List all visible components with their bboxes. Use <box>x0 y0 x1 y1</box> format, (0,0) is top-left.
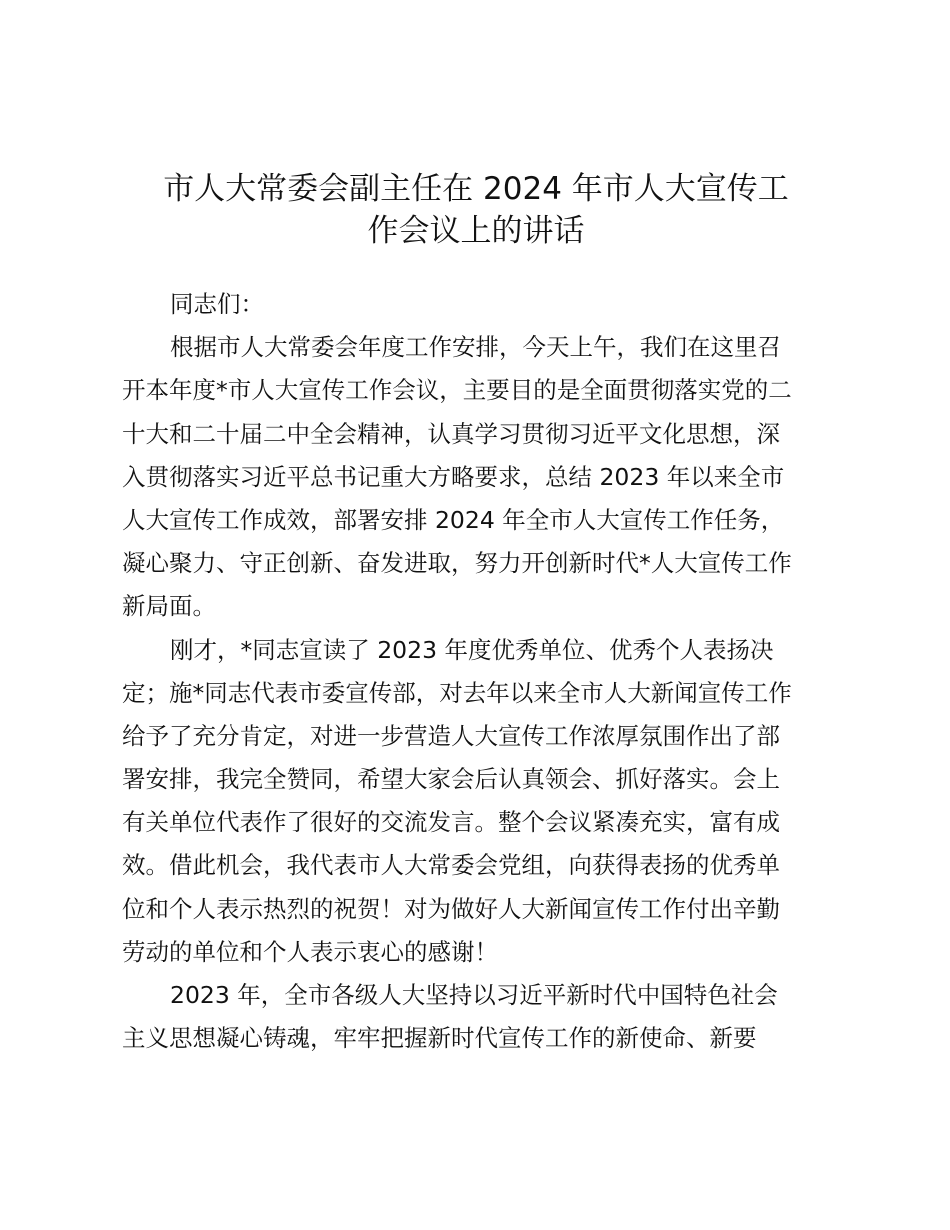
body-line: 刚才，*同志宣读了 2023 年度优秀单位、优秀个人表扬决 <box>170 635 774 664</box>
body-line: 主义思想凝心铸魂，牢牢把握新时代宣传工作的新使命、新要 <box>122 1024 757 1053</box>
body-line: 效。借此机会，我代表市人大常委会党组，向获得表扬的优秀单 <box>122 851 780 880</box>
body-line: 位和个人表示热烈的祝贺！对为做好人大新闻宣传工作付出辛勤 <box>122 894 780 923</box>
body-line: 劳动的单位和个人表示衷心的感谢！ <box>122 937 498 966</box>
document-title <box>120 168 832 252</box>
title-line: 作会议上的讲话 <box>367 213 585 249</box>
body-line: 定；施*同志代表市委宣传部，对去年以来全市人大新闻宣传工作 <box>122 678 792 707</box>
body-line: 给予了充分肯定，对进一步营造人大宣传工作浓厚氛围作出了部 <box>122 721 780 750</box>
body-line: 入贯彻落实习近平总书记重大方略要求，总结 2023 年以来全市 <box>122 462 785 491</box>
body-line: 2023 年，全市各级人大坚持以习近平新时代中国特色社会 <box>170 981 778 1009</box>
body-line: 署安排，我完全赞同，希望大家会后认真领会、抓好落实。会上 <box>122 765 780 794</box>
body-line: 开本年度*市人大宣传工作会议，主要目的是全面贯彻落实党的二 <box>122 376 792 405</box>
body-line: 人大宣传工作成效，部署安排 2024 年全市人大宣传工作任务， <box>122 505 785 534</box>
body-line: 新局面。 <box>122 592 216 621</box>
title-line: 市人大常委会副主任在 2024 年市人大宣传工 <box>163 171 789 207</box>
body-line: 十大和二十届二中全会精神，认真学习贯彻习近平文化思想，深 <box>122 419 780 448</box>
document-body <box>122 283 834 1060</box>
body-line: 有关单位代表作了很好的交流发言。整个会议紧凑充实，富有成 <box>122 808 780 837</box>
body-line: 凝心聚力、守正创新、奋发进取，努力开创新时代*人大宣传工作 <box>122 549 792 578</box>
body-line: 根据市人大常委会年度工作安排，今天上午，我们在这里召 <box>170 333 781 362</box>
body-line: 同志们： <box>170 290 264 318</box>
